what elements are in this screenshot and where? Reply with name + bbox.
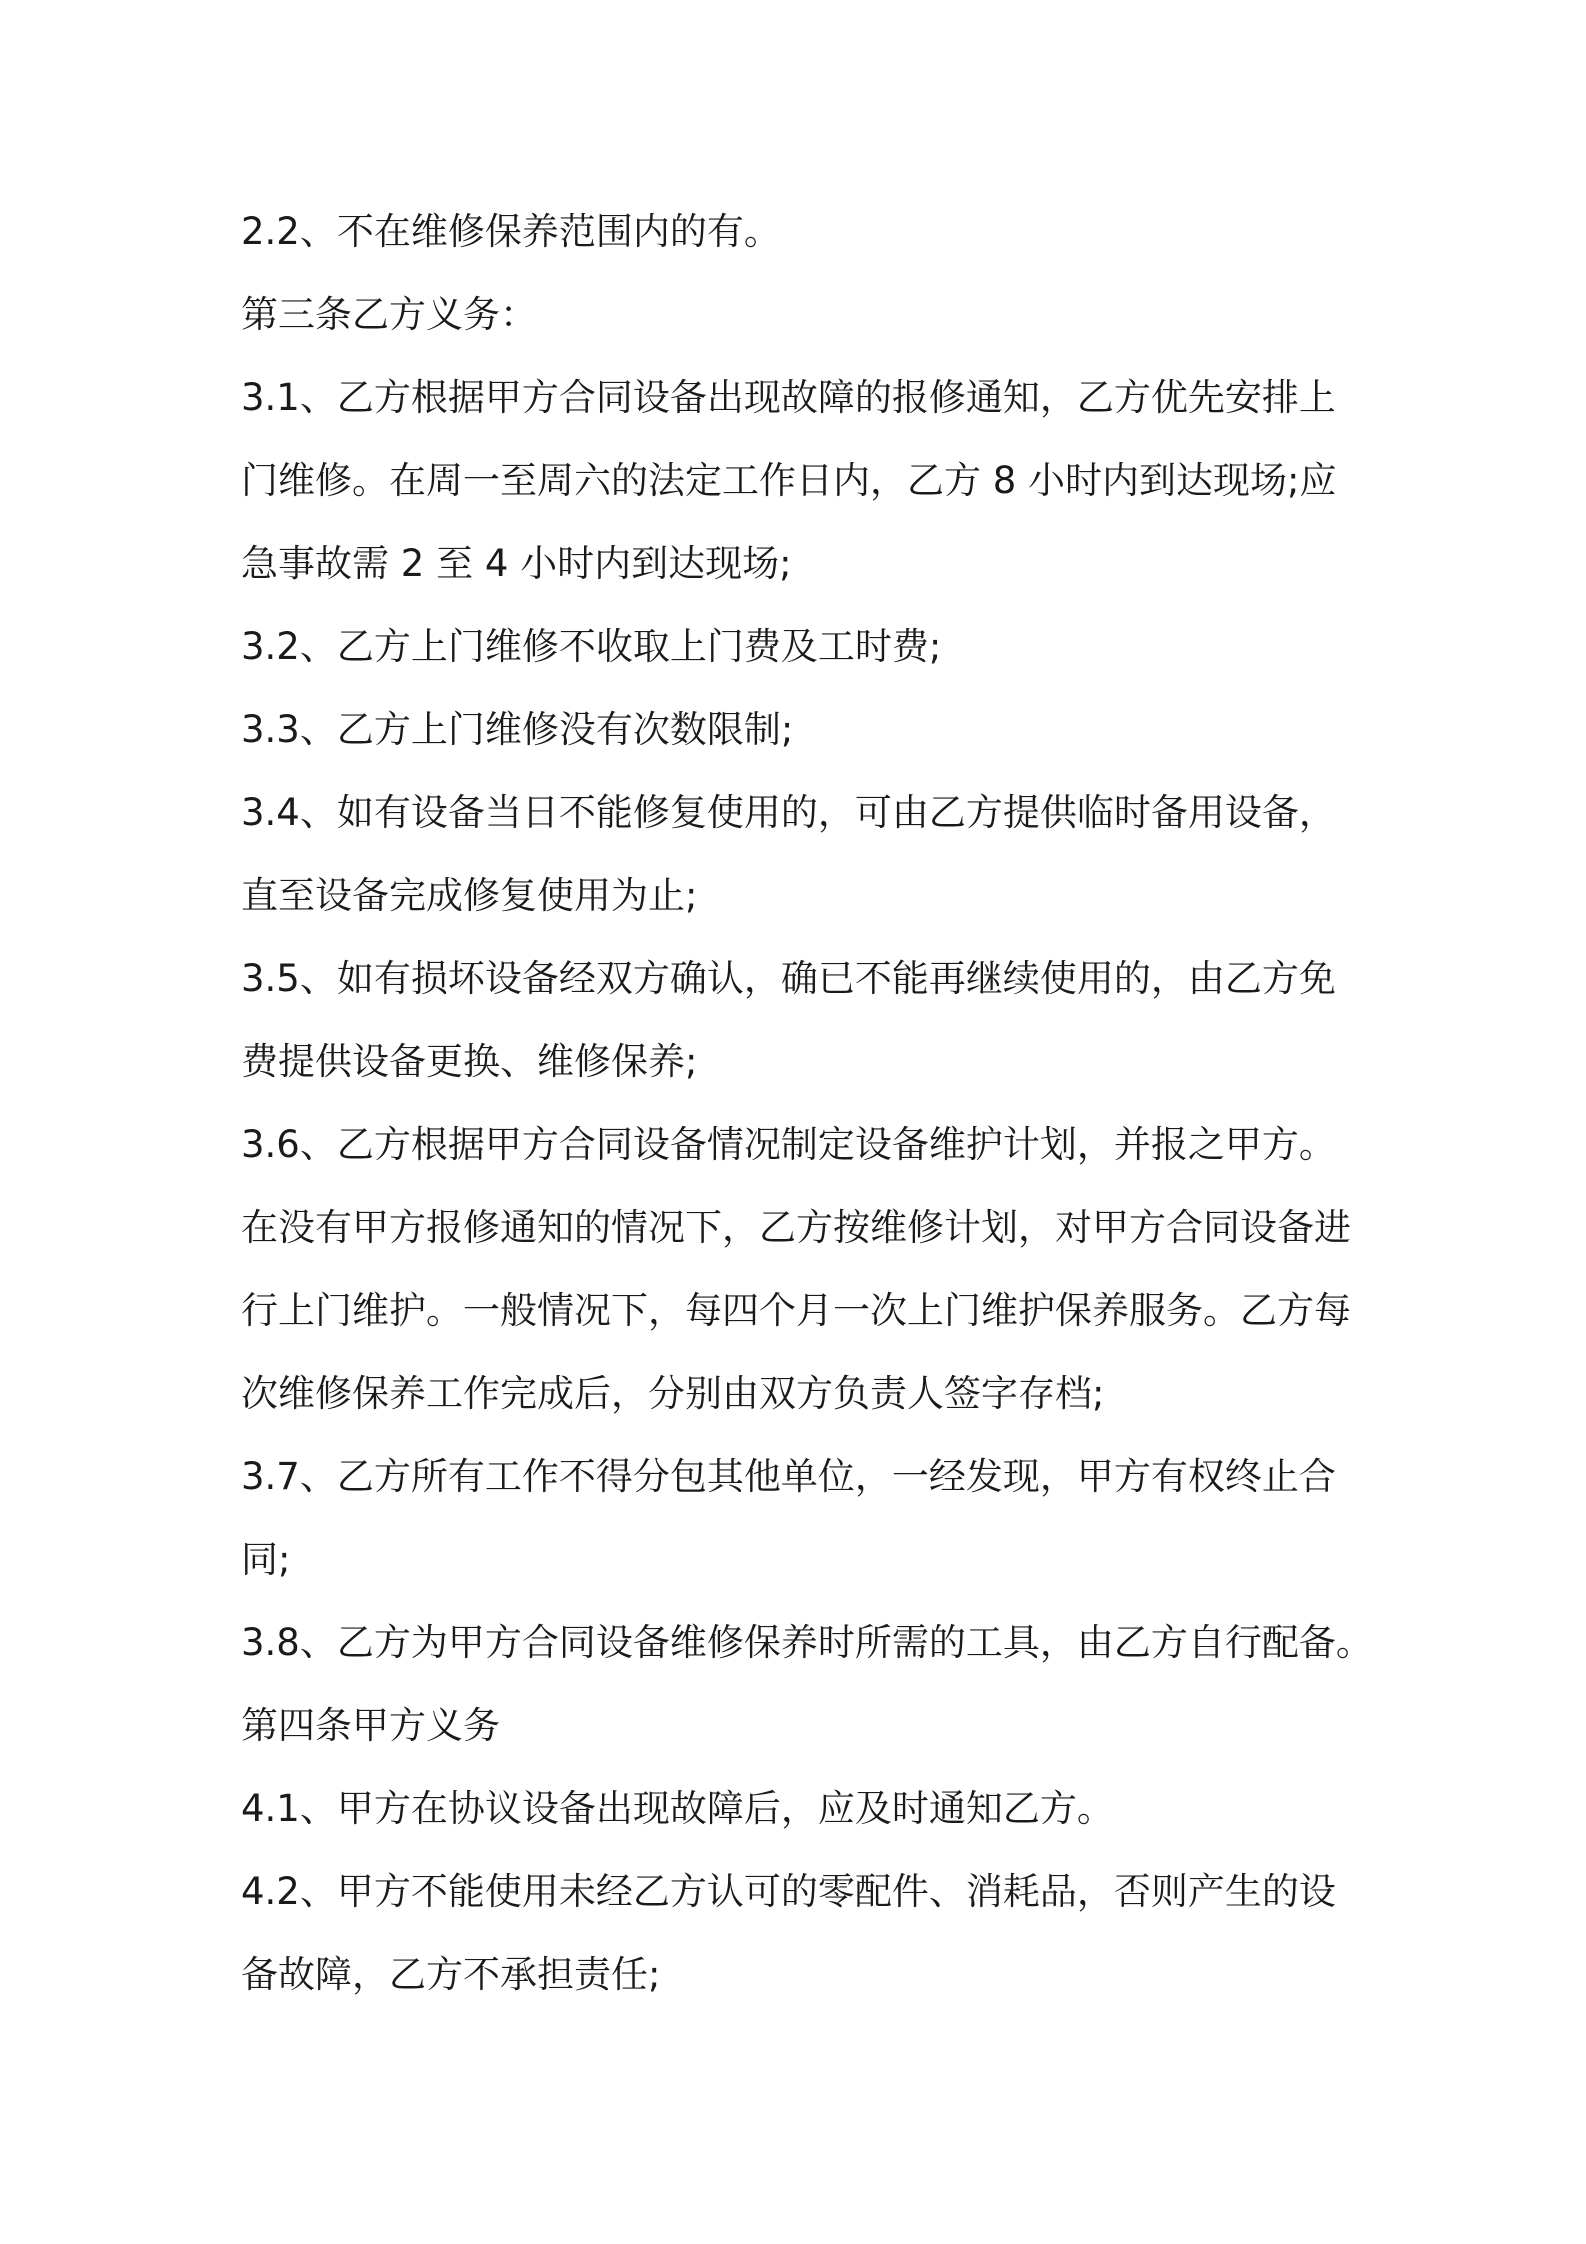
text-line: 3.8、乙方为甲方合同设备维修保养时所需的工具，由乙方自行配备。: [241, 1621, 1373, 1664]
text-line: 3.4、如有设备当日不能修复使用的，可由乙方提供临时备用设备，: [241, 791, 1336, 834]
text-line: 3.6、乙方根据甲方合同设备情况制定设备维护计划，并报之甲方。: [241, 1123, 1336, 1166]
text-line: 3.3、乙方上门维修没有次数限制;: [241, 708, 794, 751]
text-line: 门维修。在周一至周六的法定工作日内，乙方 8 小时内到达现场;应: [241, 459, 1337, 502]
section-heading: 第四条甲方义务: [241, 1704, 500, 1747]
text-line: 急事故需 2 至 4 小时内到达现场;: [241, 542, 792, 585]
text-line: 2.2、不在维修保养范围内的有。: [241, 210, 781, 253]
document-body: [241, 190, 1373, 2016]
text-line: 次维修保养工作完成后，分别由双方负责人签字存档;: [241, 1372, 1105, 1415]
text-line: 3.7、乙方所有工作不得分包其他单位，一经发现，甲方有权终止合: [241, 1455, 1336, 1498]
text-line: 3.1、乙方根据甲方合同设备出现故障的报修通知，乙方优先安排上: [241, 376, 1336, 419]
text-line: 3.5、如有损坏设备经双方确认，确已不能再继续使用的，由乙方免: [241, 957, 1336, 1000]
text-line: 4.1、甲方在协议设备出现故障后，应及时通知乙方。: [241, 1787, 1114, 1830]
text-line: 直至设备完成修复使用为止;: [241, 874, 698, 917]
text-line: 在没有甲方报修通知的情况下，乙方按维修计划，对甲方合同设备进: [241, 1206, 1351, 1249]
text-line: 3.2、乙方上门维修不收取上门费及工时费;: [241, 625, 942, 668]
text-line: 同;: [241, 1538, 291, 1581]
text-line: 备故障，乙方不承担责任;: [241, 1953, 661, 1996]
section-heading: 第三条乙方义务：: [241, 293, 537, 336]
text-line: 4.2、甲方不能使用未经乙方认可的零配件、消耗品，否则产生的设: [241, 1870, 1336, 1913]
text-line: 行上门维护。一般情况下，每四个月一次上门维护保养服务。乙方每: [241, 1289, 1351, 1332]
text-line: 费提供设备更换、维修保养;: [241, 1040, 698, 1083]
